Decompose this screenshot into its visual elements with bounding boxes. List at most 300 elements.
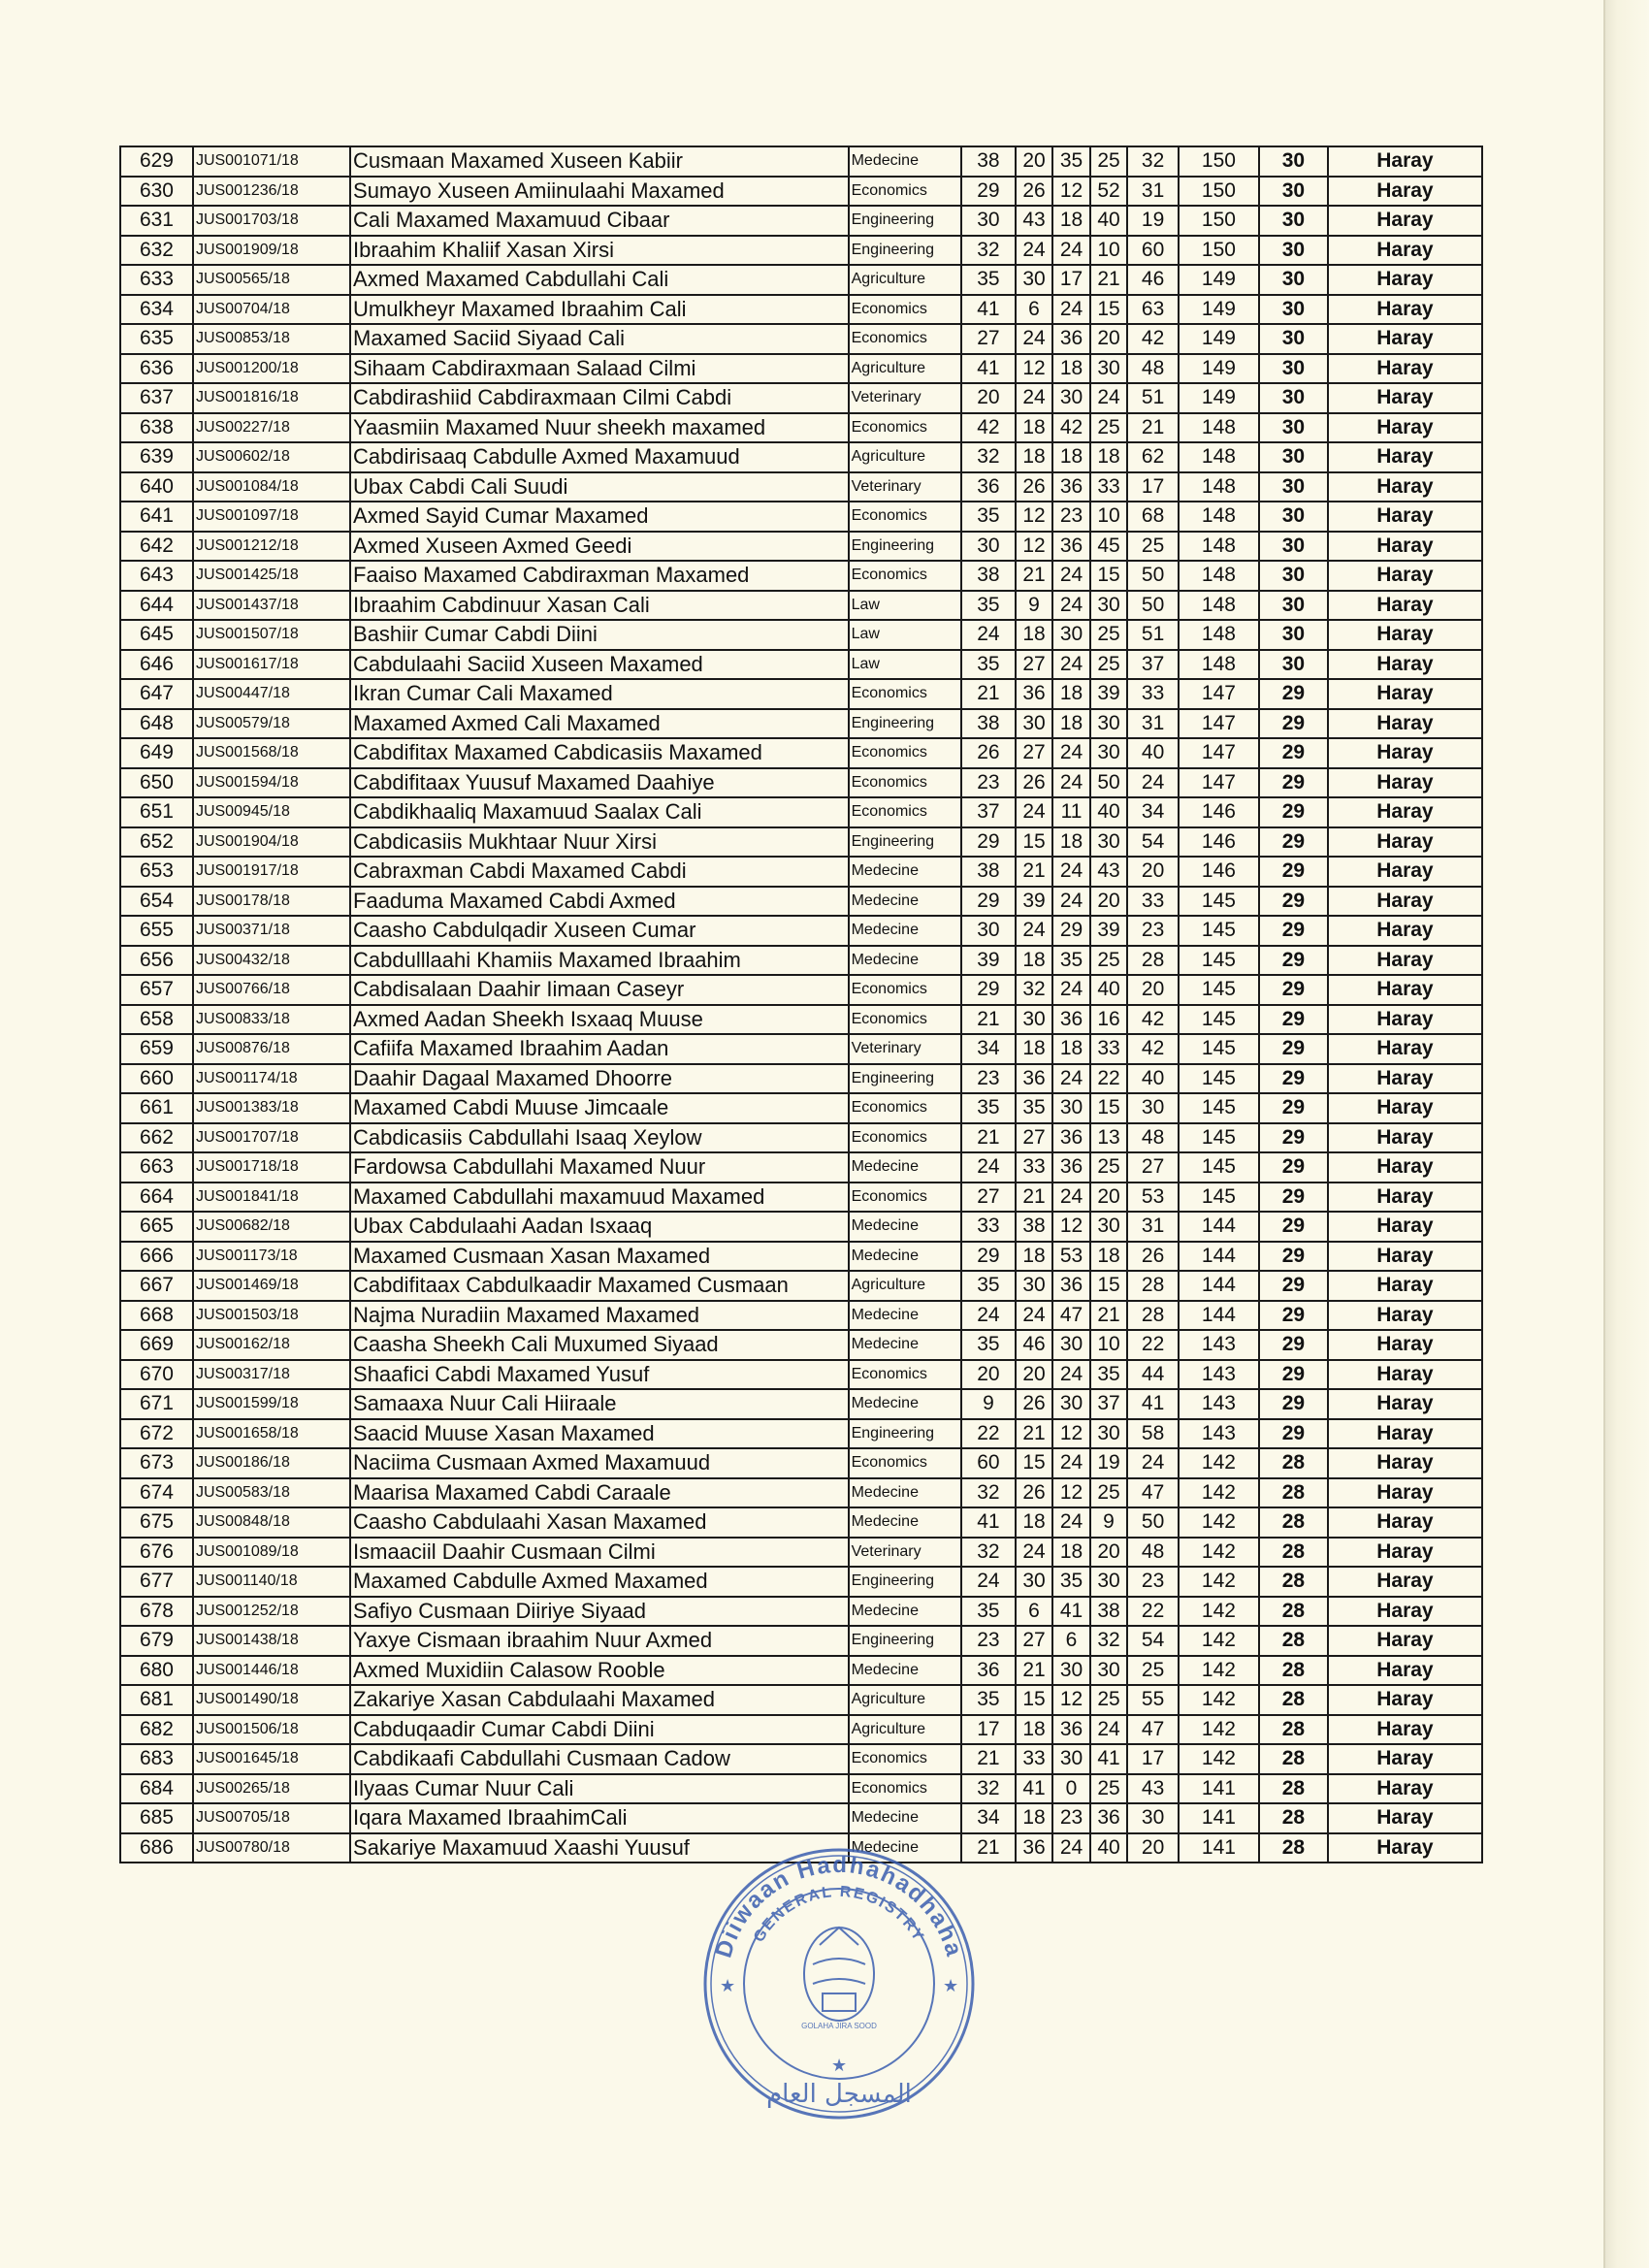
faculty-cell: Medecine	[849, 1833, 961, 1863]
score-3-cell: 30	[1052, 620, 1089, 650]
total-score-cell: 147	[1179, 738, 1259, 768]
percentage-cell: 28	[1259, 1744, 1328, 1774]
score-3-cell: 18	[1052, 1538, 1089, 1568]
faculty-cell: Medecine	[849, 1242, 961, 1272]
student-id-cell: JUS001437/18	[193, 591, 350, 621]
city-cell: Haray	[1328, 916, 1482, 946]
faculty-cell: Economics	[849, 768, 961, 798]
table-row	[120, 946, 1482, 976]
faculty-cell: Economics	[849, 502, 961, 532]
city-cell: Haray	[1328, 472, 1482, 502]
score-2-cell: 6	[1016, 295, 1052, 325]
student-id-cell: JUS00704/18	[193, 295, 350, 325]
score-2-cell: 24	[1016, 1538, 1052, 1568]
score-2-cell: 36	[1016, 1064, 1052, 1094]
score-2-cell: 15	[1016, 1448, 1052, 1478]
score-4-cell: 22	[1090, 1064, 1127, 1094]
total-score-cell: 147	[1179, 679, 1259, 709]
score-5-cell: 26	[1127, 1242, 1179, 1272]
student-name-cell: Najma Nuradiin Maxamed Maxamed	[350, 1301, 849, 1331]
score-4-cell: 33	[1090, 472, 1127, 502]
city-cell: Haray	[1328, 324, 1482, 354]
row-number-cell: 634	[120, 295, 193, 325]
table-row	[120, 1419, 1482, 1449]
student-name-cell: Faaduma Maxamed Cabdi Axmed	[350, 887, 849, 917]
score-3-cell: 24	[1052, 887, 1089, 917]
score-2-cell: 20	[1016, 1360, 1052, 1390]
percentage-cell: 29	[1259, 797, 1328, 827]
student-id-cell: JUS00579/18	[193, 709, 350, 739]
row-number-cell: 679	[120, 1626, 193, 1656]
score-1-cell: 21	[961, 1833, 1016, 1863]
percentage-cell: 29	[1259, 1183, 1328, 1213]
total-score-cell: 149	[1179, 383, 1259, 413]
student-id-cell: JUS001594/18	[193, 768, 350, 798]
faculty-cell: Medecine	[849, 1389, 961, 1419]
percentage-cell: 29	[1259, 827, 1328, 858]
student-id-cell: JUS001200/18	[193, 354, 350, 384]
student-id-cell: JUS001703/18	[193, 206, 350, 236]
score-3-cell: 24	[1052, 1360, 1089, 1390]
faculty-cell: Veterinary	[849, 1034, 961, 1064]
score-3-cell: 24	[1052, 295, 1089, 325]
score-1-cell: 29	[961, 177, 1016, 207]
student-id-cell: JUS001212/18	[193, 532, 350, 562]
score-3-cell: 24	[1052, 561, 1089, 591]
total-score-cell: 149	[1179, 295, 1259, 325]
star-icon: ★	[943, 1976, 959, 1996]
city-cell: Haray	[1328, 177, 1482, 207]
percentage-cell: 28	[1259, 1833, 1328, 1863]
score-2-cell: 24	[1016, 916, 1052, 946]
emblem-icon	[804, 1928, 874, 2021]
score-5-cell: 47	[1127, 1715, 1179, 1745]
faculty-cell: Engineering	[849, 1064, 961, 1094]
score-3-cell: 35	[1052, 146, 1089, 177]
total-score-cell: 148	[1179, 502, 1259, 532]
table-row	[120, 1123, 1482, 1153]
student-id-cell: JUS001904/18	[193, 827, 350, 858]
percentage-cell: 30	[1259, 236, 1328, 266]
total-score-cell: 143	[1179, 1419, 1259, 1449]
score-1-cell: 30	[961, 916, 1016, 946]
percentage-cell: 28	[1259, 1538, 1328, 1568]
score-4-cell: 20	[1090, 324, 1127, 354]
score-1-cell: 27	[961, 324, 1016, 354]
student-name-cell: Iqara Maxamed IbraahimCali	[350, 1803, 849, 1833]
city-cell: Haray	[1328, 1478, 1482, 1508]
score-5-cell: 20	[1127, 975, 1179, 1005]
stamp-arabic-text: المسجل العام	[766, 2080, 912, 2109]
percentage-cell: 30	[1259, 591, 1328, 621]
results-table	[119, 146, 1483, 1863]
city-cell: Haray	[1328, 1271, 1482, 1301]
score-5-cell: 34	[1127, 797, 1179, 827]
student-name-cell: Cabdifitaax Yuusuf Maxamed Daahiye	[350, 768, 849, 798]
student-name-cell: Sihaam Cabdiraxmaan Salaad Cilmi	[350, 354, 849, 384]
student-name-cell: Maxamed Axmed Cali Maxamed	[350, 709, 849, 739]
score-3-cell: 12	[1052, 1478, 1089, 1508]
score-4-cell: 30	[1090, 1212, 1127, 1242]
score-4-cell: 25	[1090, 946, 1127, 976]
score-1-cell: 22	[961, 1419, 1016, 1449]
faculty-cell: Veterinary	[849, 472, 961, 502]
row-number-cell: 629	[120, 146, 193, 177]
percentage-cell: 29	[1259, 916, 1328, 946]
table-row	[120, 650, 1482, 680]
table-row	[120, 916, 1482, 946]
city-cell: Haray	[1328, 857, 1482, 887]
student-id-cell: JUS00265/18	[193, 1774, 350, 1804]
score-4-cell: 25	[1090, 620, 1127, 650]
score-1-cell: 34	[961, 1803, 1016, 1833]
score-4-cell: 30	[1090, 354, 1127, 384]
percentage-cell: 30	[1259, 295, 1328, 325]
total-score-cell: 143	[1179, 1330, 1259, 1360]
score-1-cell: 17	[961, 1715, 1016, 1745]
row-number-cell: 662	[120, 1123, 193, 1153]
student-name-cell: Sakariye Maxamuud Xaashi Yuusuf	[350, 1833, 849, 1863]
percentage-cell: 29	[1259, 887, 1328, 917]
student-name-cell: Cabdicasiis Cabdullahi Isaaq Xeylow	[350, 1123, 849, 1153]
percentage-cell: 29	[1259, 1271, 1328, 1301]
score-1-cell: 23	[961, 1626, 1016, 1656]
score-2-cell: 26	[1016, 1389, 1052, 1419]
score-3-cell: 24	[1052, 1833, 1089, 1863]
percentage-cell: 29	[1259, 1360, 1328, 1390]
score-3-cell: 36	[1052, 1152, 1089, 1183]
row-number-cell: 664	[120, 1183, 193, 1213]
score-4-cell: 20	[1090, 887, 1127, 917]
percentage-cell: 28	[1259, 1626, 1328, 1656]
percentage-cell: 30	[1259, 383, 1328, 413]
score-4-cell: 37	[1090, 1389, 1127, 1419]
student-id-cell: JUS001917/18	[193, 857, 350, 887]
score-1-cell: 23	[961, 1064, 1016, 1094]
total-score-cell: 145	[1179, 946, 1259, 976]
score-4-cell: 20	[1090, 1183, 1127, 1213]
score-4-cell: 21	[1090, 265, 1127, 295]
city-cell: Haray	[1328, 975, 1482, 1005]
faculty-cell: Medecine	[849, 146, 961, 177]
score-4-cell: 52	[1090, 177, 1127, 207]
city-cell: Haray	[1328, 1360, 1482, 1390]
score-4-cell: 15	[1090, 561, 1127, 591]
city-cell: Haray	[1328, 768, 1482, 798]
score-2-cell: 15	[1016, 827, 1052, 858]
row-number-cell: 635	[120, 324, 193, 354]
percentage-cell: 30	[1259, 472, 1328, 502]
score-3-cell: 24	[1052, 975, 1089, 1005]
score-1-cell: 29	[961, 975, 1016, 1005]
student-name-cell: Axmed Aadan Sheekh Isxaaq Muuse	[350, 1005, 849, 1035]
city-cell: Haray	[1328, 1064, 1482, 1094]
score-3-cell: 12	[1052, 1685, 1089, 1715]
total-score-cell: 141	[1179, 1833, 1259, 1863]
city-cell: Haray	[1328, 1093, 1482, 1123]
table-row	[120, 797, 1482, 827]
student-id-cell: JUS00432/18	[193, 946, 350, 976]
score-3-cell: 30	[1052, 1093, 1089, 1123]
score-2-cell: 35	[1016, 1093, 1052, 1123]
student-id-cell: JUS001097/18	[193, 502, 350, 532]
score-4-cell: 15	[1090, 1271, 1127, 1301]
score-3-cell: 30	[1052, 1744, 1089, 1774]
score-4-cell: 19	[1090, 1448, 1127, 1478]
table-row	[120, 1005, 1482, 1035]
city-cell: Haray	[1328, 797, 1482, 827]
score-1-cell: 32	[961, 1774, 1016, 1804]
score-5-cell: 25	[1127, 1656, 1179, 1686]
total-score-cell: 148	[1179, 591, 1259, 621]
table-row	[120, 1715, 1482, 1745]
table-row	[120, 1685, 1482, 1715]
score-5-cell: 47	[1127, 1478, 1179, 1508]
row-number-cell: 638	[120, 413, 193, 443]
score-5-cell: 17	[1127, 1744, 1179, 1774]
city-cell: Haray	[1328, 887, 1482, 917]
faculty-cell: Medecine	[849, 946, 961, 976]
score-2-cell: 18	[1016, 1034, 1052, 1064]
student-id-cell: JUS001599/18	[193, 1389, 350, 1419]
total-score-cell: 144	[1179, 1212, 1259, 1242]
city-cell: Haray	[1328, 650, 1482, 680]
score-2-cell: 24	[1016, 1301, 1052, 1331]
table-row	[120, 561, 1482, 591]
city-cell: Haray	[1328, 1034, 1482, 1064]
student-name-cell: Cabdulaahi Saciid Xuseen Maxamed	[350, 650, 849, 680]
score-5-cell: 30	[1127, 1093, 1179, 1123]
total-score-cell: 145	[1179, 1152, 1259, 1183]
total-score-cell: 142	[1179, 1685, 1259, 1715]
student-name-cell: Sumayo Xuseen Amiinulaahi Maxamed	[350, 177, 849, 207]
row-number-cell: 683	[120, 1744, 193, 1774]
city-cell: Haray	[1328, 709, 1482, 739]
faculty-cell: Medecine	[849, 1212, 961, 1242]
score-5-cell: 37	[1127, 650, 1179, 680]
table-row	[120, 827, 1482, 858]
city-cell: Haray	[1328, 1774, 1482, 1804]
total-score-cell: 148	[1179, 620, 1259, 650]
score-1-cell: 35	[961, 1093, 1016, 1123]
faculty-cell: Economics	[849, 975, 961, 1005]
score-1-cell: 38	[961, 709, 1016, 739]
score-2-cell: 30	[1016, 265, 1052, 295]
score-5-cell: 31	[1127, 177, 1179, 207]
faculty-cell: Veterinary	[849, 1538, 961, 1568]
score-1-cell: 30	[961, 532, 1016, 562]
city-cell: Haray	[1328, 354, 1482, 384]
percentage-cell: 29	[1259, 1242, 1328, 1272]
score-3-cell: 53	[1052, 1242, 1089, 1272]
city-cell: Haray	[1328, 1803, 1482, 1833]
percentage-cell: 30	[1259, 146, 1328, 177]
city-cell: Haray	[1328, 1419, 1482, 1449]
percentage-cell: 29	[1259, 1005, 1328, 1035]
score-5-cell: 33	[1127, 679, 1179, 709]
row-number-cell: 661	[120, 1093, 193, 1123]
score-1-cell: 24	[961, 1301, 1016, 1331]
table-row	[120, 532, 1482, 562]
score-4-cell: 38	[1090, 1597, 1127, 1627]
total-score-cell: 144	[1179, 1301, 1259, 1331]
score-2-cell: 33	[1016, 1744, 1052, 1774]
score-4-cell: 10	[1090, 502, 1127, 532]
total-score-cell: 147	[1179, 768, 1259, 798]
score-1-cell: 34	[961, 1034, 1016, 1064]
score-3-cell: 23	[1052, 502, 1089, 532]
student-name-cell: Shaafici Cabdi Maxamed Yusuf	[350, 1360, 849, 1390]
total-score-cell: 142	[1179, 1597, 1259, 1627]
percentage-cell: 29	[1259, 679, 1328, 709]
score-5-cell: 28	[1127, 1301, 1179, 1331]
score-2-cell: 18	[1016, 1803, 1052, 1833]
faculty-cell: Medecine	[849, 916, 961, 946]
percentage-cell: 29	[1259, 1064, 1328, 1094]
score-2-cell: 27	[1016, 738, 1052, 768]
score-4-cell: 25	[1090, 146, 1127, 177]
score-3-cell: 18	[1052, 206, 1089, 236]
star-icon: ★	[720, 1976, 736, 1996]
percentage-cell: 28	[1259, 1803, 1328, 1833]
total-score-cell: 144	[1179, 1271, 1259, 1301]
student-name-cell: Axmed Muxidiin Calasow Rooble	[350, 1656, 849, 1686]
row-number-cell: 676	[120, 1538, 193, 1568]
row-number-cell: 660	[120, 1064, 193, 1094]
city-cell: Haray	[1328, 295, 1482, 325]
score-4-cell: 40	[1090, 206, 1127, 236]
score-5-cell: 31	[1127, 709, 1179, 739]
score-4-cell: 39	[1090, 679, 1127, 709]
faculty-cell: Medecine	[849, 857, 961, 887]
student-id-cell: JUS00945/18	[193, 797, 350, 827]
faculty-cell: Economics	[849, 1005, 961, 1035]
score-2-cell: 18	[1016, 442, 1052, 472]
score-4-cell: 18	[1090, 1242, 1127, 1272]
score-5-cell: 48	[1127, 1538, 1179, 1568]
row-number-cell: 648	[120, 709, 193, 739]
city-cell: Haray	[1328, 1833, 1482, 1863]
score-1-cell: 41	[961, 354, 1016, 384]
score-3-cell: 24	[1052, 1507, 1089, 1538]
score-2-cell: 9	[1016, 591, 1052, 621]
student-name-cell: Samaaxa Nuur Cali Hiiraale	[350, 1389, 849, 1419]
student-name-cell: Cabdirisaaq Cabdulle Axmed Maxamuud	[350, 442, 849, 472]
score-5-cell: 20	[1127, 857, 1179, 887]
faculty-cell: Agriculture	[849, 1685, 961, 1715]
score-5-cell: 51	[1127, 383, 1179, 413]
total-score-cell: 141	[1179, 1774, 1259, 1804]
student-name-cell: Daahir Dagaal Maxamed Dhoorre	[350, 1064, 849, 1094]
score-5-cell: 23	[1127, 1567, 1179, 1597]
row-number-cell: 643	[120, 561, 193, 591]
table-row	[120, 857, 1482, 887]
score-1-cell: 27	[961, 1183, 1016, 1213]
score-4-cell: 30	[1090, 709, 1127, 739]
percentage-cell: 28	[1259, 1774, 1328, 1804]
score-2-cell: 41	[1016, 1774, 1052, 1804]
score-2-cell: 36	[1016, 679, 1052, 709]
percentage-cell: 30	[1259, 442, 1328, 472]
city-cell: Haray	[1328, 827, 1482, 858]
total-score-cell: 149	[1179, 265, 1259, 295]
student-name-cell: Ibraahim Khaliif Xasan Xirsi	[350, 236, 849, 266]
score-1-cell: 32	[961, 236, 1016, 266]
student-id-cell: JUS001490/18	[193, 1685, 350, 1715]
score-1-cell: 21	[961, 1123, 1016, 1153]
score-4-cell: 50	[1090, 768, 1127, 798]
score-2-cell: 30	[1016, 1271, 1052, 1301]
score-5-cell: 48	[1127, 1123, 1179, 1153]
score-3-cell: 12	[1052, 177, 1089, 207]
percentage-cell: 30	[1259, 502, 1328, 532]
score-4-cell: 30	[1090, 1567, 1127, 1597]
table-row	[120, 146, 1482, 177]
total-score-cell: 141	[1179, 1803, 1259, 1833]
score-1-cell: 29	[961, 887, 1016, 917]
percentage-cell: 29	[1259, 1212, 1328, 1242]
student-name-cell: Faaiso Maxamed Cabdiraxman Maxamed	[350, 561, 849, 591]
total-score-cell: 145	[1179, 1005, 1259, 1035]
score-3-cell: 11	[1052, 797, 1089, 827]
score-2-cell: 24	[1016, 383, 1052, 413]
score-4-cell: 30	[1090, 827, 1127, 858]
student-name-cell: Caasho Cabdulaahi Xasan Maxamed	[350, 1507, 849, 1538]
percentage-cell: 30	[1259, 354, 1328, 384]
city-cell: Haray	[1328, 591, 1482, 621]
student-id-cell: JUS00178/18	[193, 887, 350, 917]
score-3-cell: 29	[1052, 916, 1089, 946]
city-cell: Haray	[1328, 1597, 1482, 1627]
row-number-cell: 644	[120, 591, 193, 621]
score-2-cell: 21	[1016, 857, 1052, 887]
student-name-cell: Ubax Cabdulaahi Aadan Isxaaq	[350, 1212, 849, 1242]
student-id-cell: JUS001173/18	[193, 1242, 350, 1272]
total-score-cell: 150	[1179, 206, 1259, 236]
score-1-cell: 38	[961, 146, 1016, 177]
table-row	[120, 236, 1482, 266]
city-cell: Haray	[1328, 146, 1482, 177]
score-2-cell: 26	[1016, 768, 1052, 798]
student-name-cell: Safiyo Cusmaan Diiriye Siyaad	[350, 1597, 849, 1627]
score-3-cell: 47	[1052, 1301, 1089, 1331]
score-2-cell: 18	[1016, 1715, 1052, 1745]
student-id-cell: JUS00227/18	[193, 413, 350, 443]
row-number-cell: 677	[120, 1567, 193, 1597]
faculty-cell: Economics	[849, 295, 961, 325]
score-5-cell: 21	[1127, 413, 1179, 443]
score-3-cell: 30	[1052, 1656, 1089, 1686]
score-1-cell: 32	[961, 442, 1016, 472]
score-1-cell: 33	[961, 1212, 1016, 1242]
score-5-cell: 25	[1127, 532, 1179, 562]
table-row	[120, 1507, 1482, 1538]
city-cell: Haray	[1328, 679, 1482, 709]
score-4-cell: 25	[1090, 1152, 1127, 1183]
student-id-cell: JUS00162/18	[193, 1330, 350, 1360]
score-3-cell: 35	[1052, 946, 1089, 976]
faculty-cell: Medecine	[849, 1507, 961, 1538]
total-score-cell: 146	[1179, 827, 1259, 858]
score-1-cell: 24	[961, 620, 1016, 650]
percentage-cell: 29	[1259, 1389, 1328, 1419]
percentage-cell: 28	[1259, 1597, 1328, 1627]
score-3-cell: 18	[1052, 679, 1089, 709]
total-score-cell: 148	[1179, 532, 1259, 562]
percentage-cell: 29	[1259, 946, 1328, 976]
score-5-cell: 17	[1127, 472, 1179, 502]
faculty-cell: Agriculture	[849, 1715, 961, 1745]
